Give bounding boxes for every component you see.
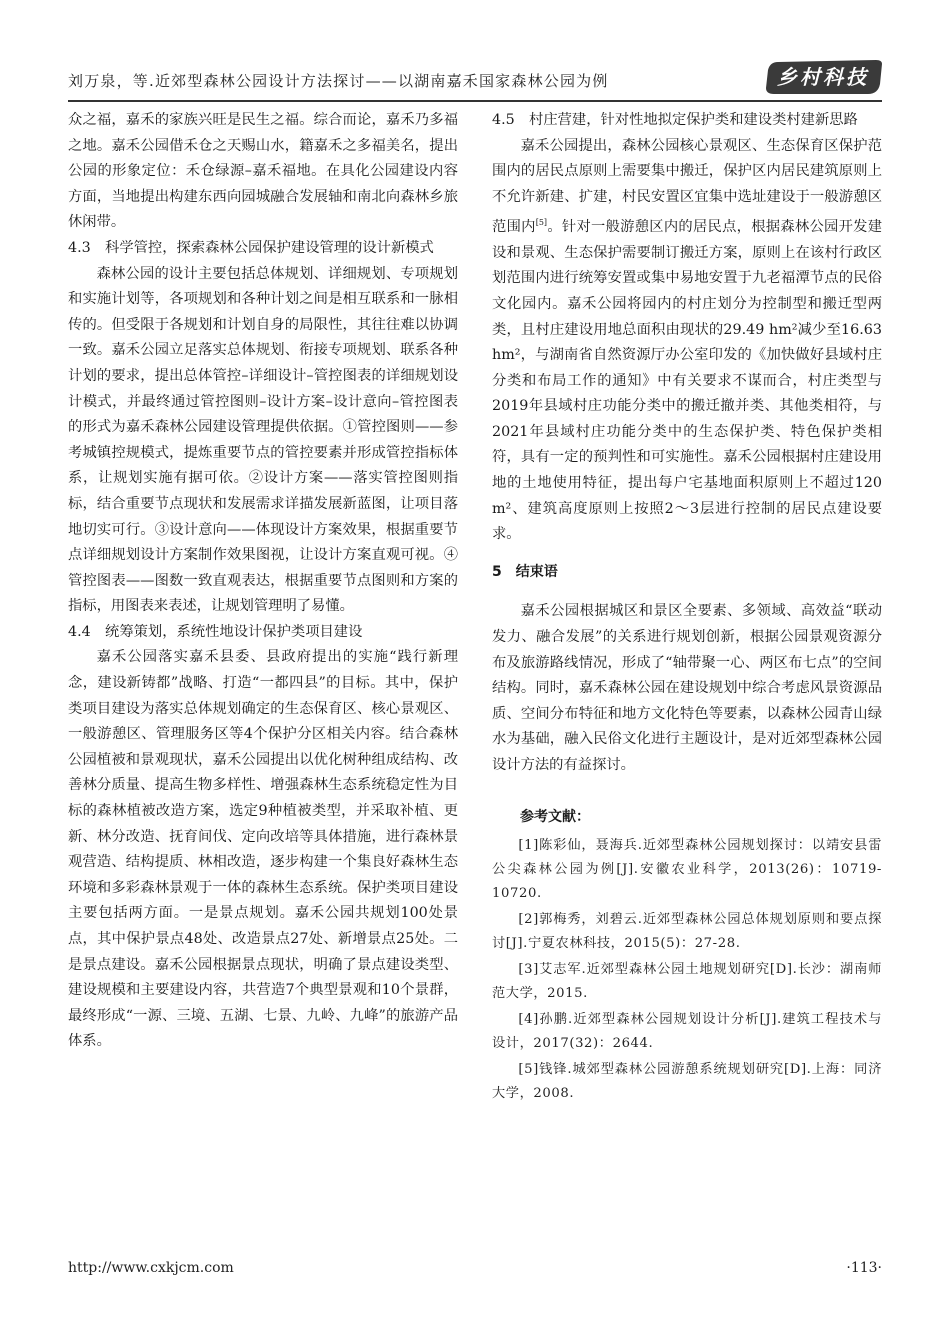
header-rule: [68, 100, 882, 102]
section-heading-4-3: 4.3 科学管控，探索森林公园保护建设管理的设计新模式: [68, 239, 434, 256]
reference-item: [3]艾志军.近郊型森林公园土地规划研究[D].长沙：湖南师范大学，2015.: [492, 962, 882, 1002]
references-heading: 参考文献：: [520, 808, 590, 825]
citation-link[interactable]: [5]: [535, 218, 548, 228]
paragraph: 众之福，嘉禾的家族兴旺是民生之福。综合而论，嘉禾乃多福之地。嘉禾公园借禾仓之天赐山水，籍嘉禾之多福美名，提出公园的形象定位：禾仓绿源–嘉禾福地。在具化公园建设内容方面，当地提出构建东西向园城融合发展轴和南北向森林乡旅休闲带。: [68, 112, 458, 231]
footer-url-link[interactable]: http://www.cxkjcm.com: [68, 1260, 234, 1276]
paragraph: 嘉禾公园根据城区和景区全要素、多领域、高效益“联动发力、融合发展”的关系进行规划创新，根据公园景观资源分布及旅游路线情况，形成了“轴带聚一心、两区布七点”的空间结构。同时，嘉禾森林公园在建设规划中综合考虑风景资源品质、空间分布特征和地方文化特色等要素，以森林公园青山绿水为基础，融入民俗文化进行主题设计，是对近郊型森林公园设计方法的有益探讨。: [492, 603, 882, 774]
paragraph: 森林公园的设计主要包括总体规划、详细规划、专项规划和实施计划等，各项规划和各种计划之间是相互联系和一脉相传的。但受限于各规划和计划自身的局限性，其往往难以协调一致。嘉禾公园立足落实总体规划、衔接专项规划、联系各种计划的要求，提出总体管控–详细设计–管控图表的详细规划设计模式，并最终通过管控图则–设计方案–设计意向–管控图表的形式为嘉禾森林公园建设管理提供依据。①管控图则——参考城镇控规模式，提炼重要节点的管控要素并形成管控指标体系，让规划实施有据可依。②设计方案——落实管控图则指标，结合重要节点现状和发展需求详描发展新蓝图，让项目落地切实可行。③设计意向——体现设计方案效果，根据重要节点详细规划设计方案制作效果图视，让设计方案直观可视。④管控图表——图数一致直观表达，根据重要节点图则和方案的指标，用图表来表述，让规划管理明了易懂。: [68, 265, 458, 615]
reference-item: [4]孙鹏.近郊型森林公园规划设计分析[J].建筑工程技术与设计，2017(32)：2644.: [492, 1012, 882, 1052]
right-column: [492, 108, 882, 1108]
section-heading-4-5: 4.5 村庄营建，针对性地拟定保护类和建设类村建新思路: [492, 112, 858, 128]
running-title: 刘万泉，等.近郊型森林公园设计方法探讨——以湖南嘉禾国家森林公园为例: [68, 72, 609, 90]
journal-logo: [764, 58, 882, 96]
paragraph: [492, 134, 882, 548]
left-column: [68, 108, 458, 1055]
reference-item: [1]陈彩仙，聂海兵.近郊型森林公园规划探讨：以靖安县雷公尖森林公园为例[J].安徽农业科学，2013(26)：10719-10720.: [492, 838, 882, 902]
journal-logo-text: 乡村科技: [777, 65, 869, 89]
reference-item: [2]郭梅秀，刘碧云.近郊型森林公园总体规划原则和要点探讨[J].宁夏农林科技，2015(5)：27-28.: [492, 912, 882, 952]
running-header: [68, 64, 882, 98]
section-heading-4-4: 4.4 统筹策划，系统性地设计保护类项目建设: [68, 623, 363, 640]
paragraph-text: 嘉禾公园提出，森林公园核心景观区、生态保育区保护范围内的居民点原则上需要集中搬迁，保护区内居民建筑原则上不允许新建、扩建，村民安置区宜集中选址建设于一般游憩区范围内: [492, 137, 882, 236]
section-heading-5: 5 结束语: [492, 563, 558, 580]
reference-item: [5]钱锋.城郊型森林公园游憩系统规划研究[D].上海：同济大学，2008.: [492, 1062, 882, 1102]
page-number: ·113·: [846, 1260, 882, 1276]
paragraph-text: 。针对一般游憩区内的居民点，根据森林公园开发建设和景观、生态保护需要制订搬迁方案，原则上在该村行政区划范围内进行统筹安置或集中易地安置于九老福潭节点的民俗文化园内。嘉禾公园将园内的村庄划分为控制型和搬迁型两类，且村庄建设用地总面积由现状的29.49 hm²减少至16.63 hm²，与湖南省自然资源厅办公室印发的《加快做好县域村庄分类和布局工作的通知》中有关要求不谋而合，村庄类型与2019年县域村庄功能分类中的搬迁撤并类、其他类相符，与2021年县域村庄功能分类中的生态保护类、特色保护类相符，具有一定的预判性和可实施性。嘉禾公园根据村庄建设用地的土地使用特征，提出每户宅基地面积原则上不超过120 m²、建筑高度原则上按照2～3层进行控制的居民点建设要求。: [492, 219, 883, 543]
paragraph: 嘉禾公园落实嘉禾县委、县政府提出的实施“践行新理念，建设新铸都”战略、打造“一都四县”的目标。其中，保护类项目建设为落实总体规划确定的生态保育区、核心景观区、一般游憩区、管理服务区等4个保护分区相关内容。结合森林公园植被和景观现状，嘉禾公园提出以优化树种组成结构、改善林分质量、提高生物多样性、增强森林生态系统稳定性为目标的森林植被改造方案，选定9种植被类型，并采取补植、更新、林分改造、抚育间伐、定向改培等具体措施，进行森林景观营造、结构提质、林相改造，逐步构建一个集良好森林生态环境和多彩森林景观于一体的森林生态系统。保护类项目建设主要包括两方面。一是景点规划。嘉禾公园共规划100处景点，其中保护景点48处、改造景点27处、新增景点25处。二是景点建设。嘉禾公园根据景点现状，明确了景点建设类型、建设规模和主要建设内容，共营造7个典型景观和10个景群，最终形成“一源、三境、五湖、七景、九岭、九峰”的旅游产品体系。: [68, 649, 458, 1050]
